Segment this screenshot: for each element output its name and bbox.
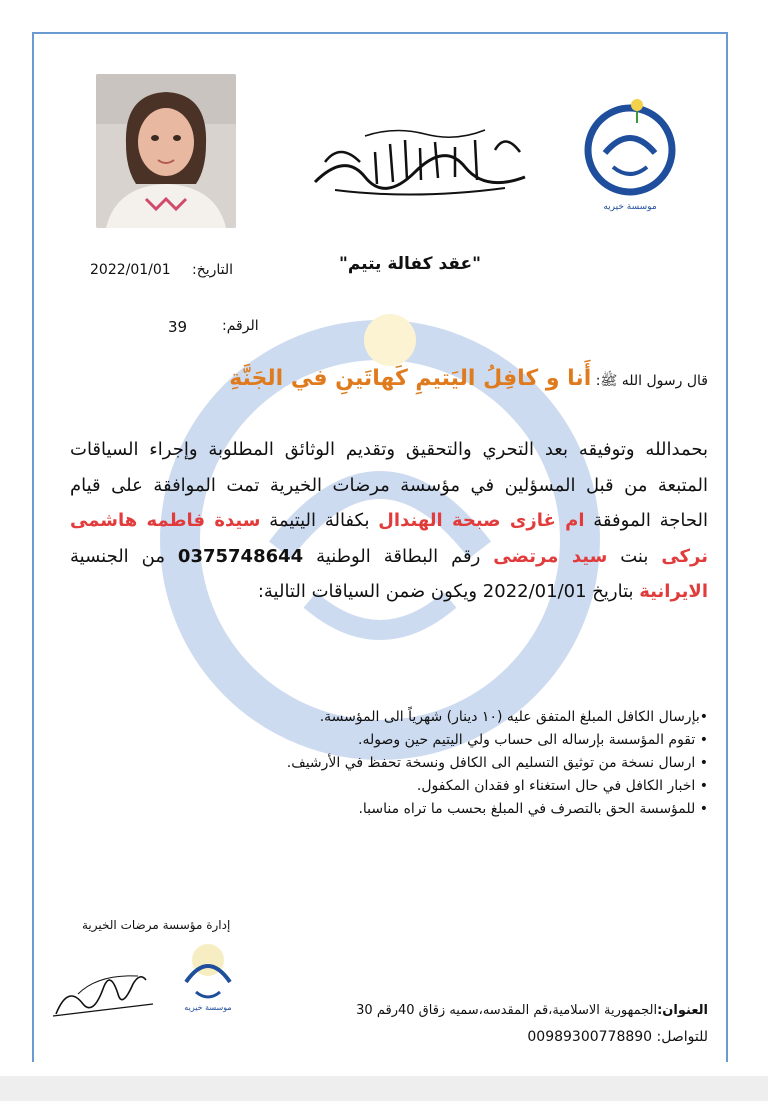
signature-icon	[48, 954, 158, 1024]
phone-value: 00989300778890	[527, 1029, 653, 1045]
address-value: الجمهورية الاسلامية،قم المقدسه،سميه زقاق 40رقم 30	[356, 1003, 658, 1018]
hadith-intro: قال رسول الله ﷺ:	[595, 373, 708, 389]
child-photo-illustration	[96, 74, 236, 228]
condition-item: • تقوم المؤسسة بإرساله الى حساب ولي اليتيم حين وصوله.	[358, 732, 708, 748]
orphan-photo	[96, 74, 236, 228]
orphan-name: سيدة فاطمه هاشمى نركى	[70, 510, 708, 567]
conditions-list	[140, 706, 708, 821]
condition-item: • اخبار الكافل في حال استغناء او فقدان المكفول.	[416, 778, 708, 794]
foundation-logo-small-icon	[172, 940, 244, 1014]
condition-item: • للمؤسسة الحق بالتصرف في المبلغ بحسب ما تراه مناسبا.	[358, 801, 708, 817]
address-label: العنوان:	[657, 1003, 708, 1018]
condition-item: •بإرسال الكافل المبلغ المتفق عليه (١٠ دينار) شهرياً الى المؤسسة.	[319, 709, 708, 725]
contract-body	[70, 432, 708, 610]
body-text-7: ويكون ضمن السياقات التالية:	[257, 581, 478, 603]
condition-item: • ارسال نسخة من توثيق التسليم الى الكافل ونسخة تحفظ في الأرشيف.	[286, 755, 708, 771]
father-name: سيد مرتضى	[493, 545, 608, 567]
body-text-5: من الجنسية	[70, 545, 165, 567]
date-label: التاريخ:	[192, 262, 234, 278]
start-date: 2022/01/01	[482, 581, 587, 603]
logo-caption-small: موسسة خيريه	[184, 1003, 232, 1012]
address-line	[280, 1003, 708, 1018]
date-value: 2022/01/01	[90, 262, 171, 278]
body-text-3: بنت	[620, 545, 649, 567]
hadith-quote: أَنا و كافِلُ اليَتيمِ كَهاتَينِ في الجَنَّةِ	[229, 366, 592, 391]
phone-line	[280, 1029, 708, 1045]
phone-label: للتواصل:	[656, 1029, 708, 1045]
number-label: الرقم:	[222, 318, 259, 334]
body-text-1: بحمدالله وتوفيقه بعد التحري والتحقيق وتقديم الوثائق المطلوبة وإجراء السياقات المتبعة من قبل المسؤلين في مؤسسة مرضات الخيرية تمت الموافقة على قيام الحاجة الموفقة	[70, 439, 708, 532]
body-text-2: بكفالة اليتيمة	[269, 510, 370, 532]
contract-title: "عقد كفالة يتيم"	[338, 254, 481, 274]
admin-label: إدارة مؤسسة مرضات الخيرية	[82, 918, 231, 932]
body-text-6: بتاريخ	[592, 581, 634, 603]
nationality: الايرانية	[639, 581, 708, 603]
logo-caption: موسسة خيريه	[603, 202, 657, 212]
basmala-calligraphy-icon	[305, 122, 535, 202]
hadith-line	[160, 366, 708, 392]
foundation-logo-icon	[575, 95, 685, 215]
body-text-4: رقم البطاقة الوطنية	[316, 545, 481, 567]
id-number: 0375748644	[177, 545, 304, 567]
page-bottom-strip	[0, 1076, 768, 1101]
sponsor-name: ام غازى صبحة الهندال	[378, 510, 585, 532]
number-value: 39	[168, 318, 188, 336]
